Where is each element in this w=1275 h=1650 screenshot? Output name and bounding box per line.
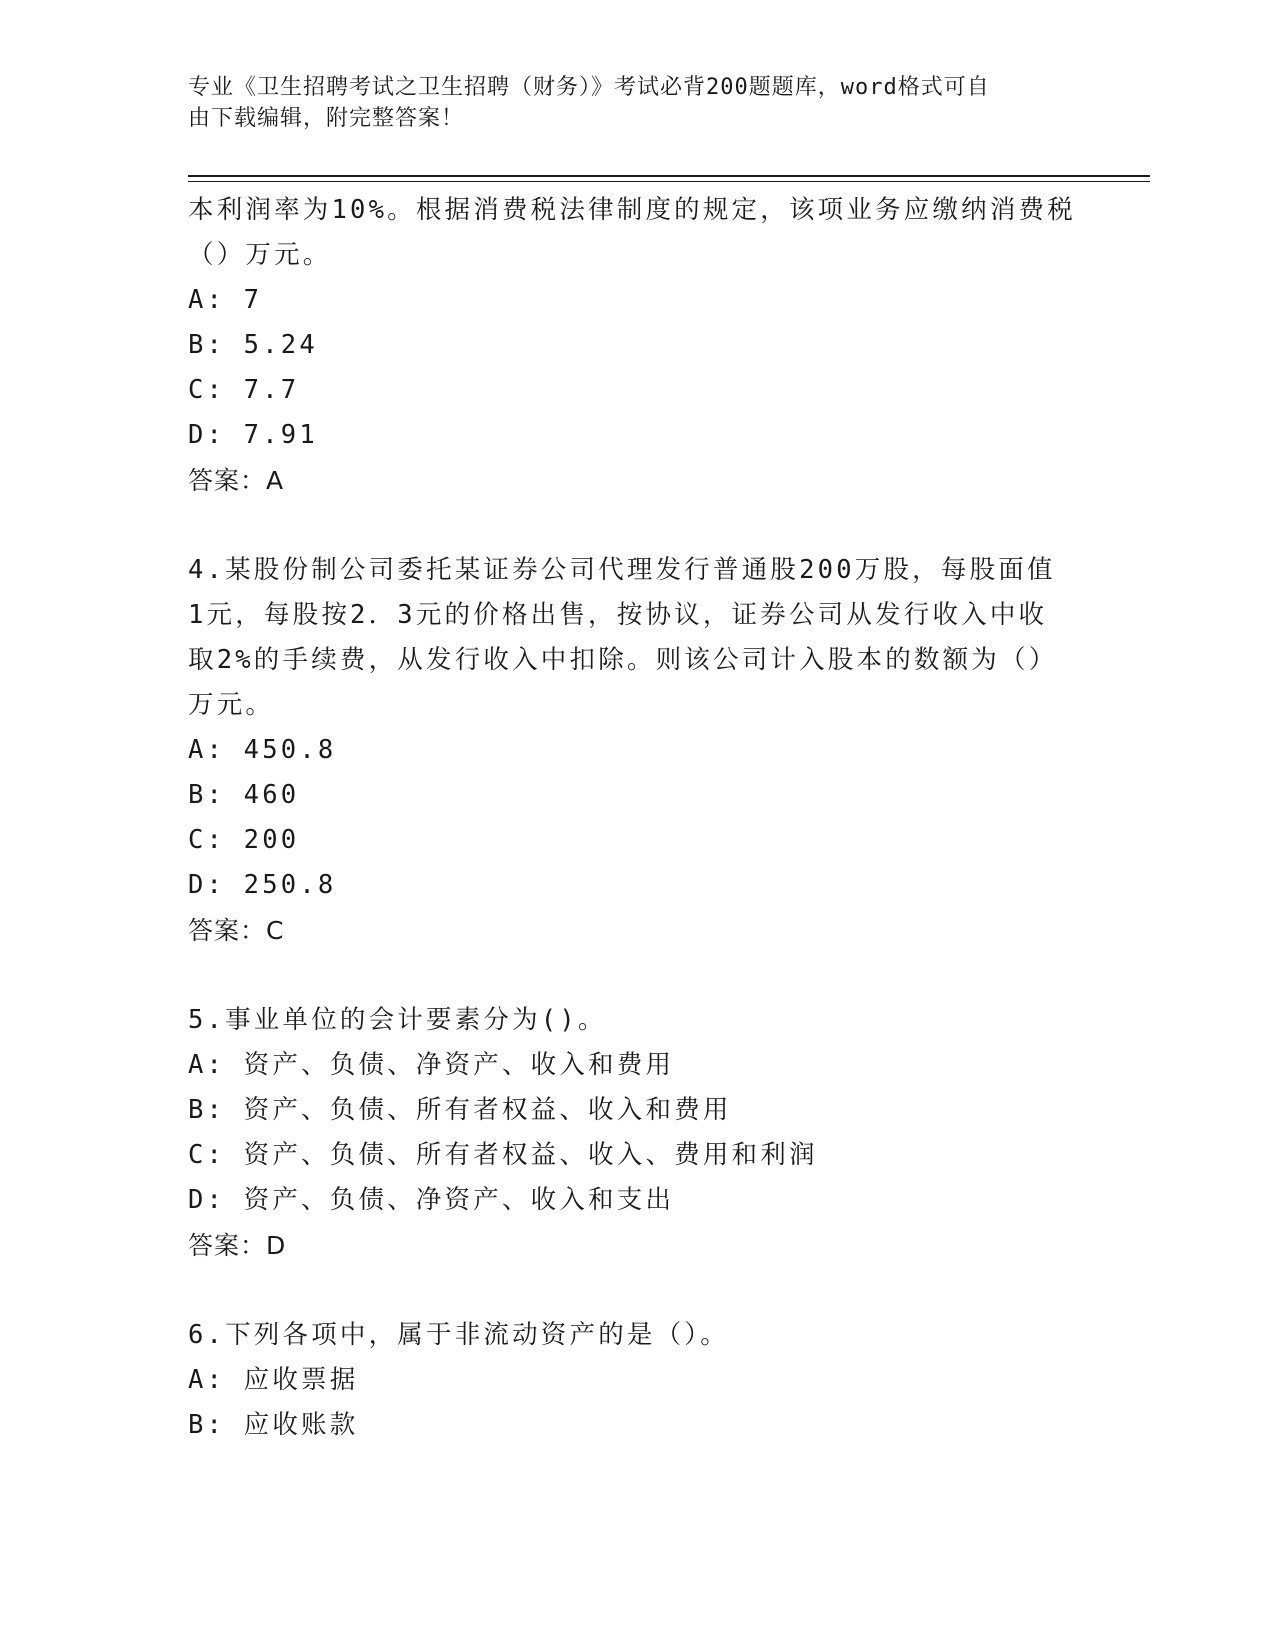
option-b: B: 应收账款	[188, 1410, 359, 1440]
answer-line: 答案：A	[188, 466, 285, 495]
header-title-line-1: 专业《卫生招聘考试之卫生招聘（财务）》考试必背200题题库，word格式可自	[188, 75, 990, 100]
option-c: C: 200	[188, 825, 300, 855]
question-spacer	[188, 953, 1088, 998]
answer-line: 答案：D	[188, 1231, 287, 1260]
document-header	[188, 72, 1068, 134]
option-b: B: 460	[188, 780, 300, 810]
question-stem-line: 6.下列各项中，属于非流动资产的是（）。	[188, 1320, 729, 1350]
question-stem-line: 万元。	[188, 690, 275, 720]
question-stem-line: 取2%的手续费，从发行收入中扣除。则该公司计入股本的数额为（）	[188, 645, 1058, 675]
option-c: C: 7.7	[188, 375, 300, 405]
question-3	[188, 188, 1088, 503]
option-c: C: 资产、负债、所有者权益、收入、费用和利润	[188, 1140, 818, 1170]
question-stem-line: 4.某股份制公司委托某证券公司代理发行普通股200万股，每股面值	[188, 555, 1056, 585]
option-b: B: 资产、负债、所有者权益、收入和费用	[188, 1095, 732, 1125]
question-4	[188, 548, 1088, 953]
option-d: D: 资产、负债、净资产、收入和支出	[188, 1185, 675, 1215]
option-a: A: 7	[188, 285, 263, 315]
option-d: D: 7.91	[188, 420, 318, 450]
option-a: A: 450.8	[188, 735, 337, 765]
option-a: A: 资产、负债、净资产、收入和费用	[188, 1050, 675, 1080]
header-divider-thin	[188, 181, 1150, 182]
question-6	[188, 1313, 1088, 1448]
answer-line: 答案：C	[188, 916, 285, 945]
header-divider-thick	[188, 175, 1150, 177]
header-title-line-2: 由下载编辑，附完整答案！	[188, 106, 465, 131]
question-spacer	[188, 1268, 1088, 1313]
option-d: D: 250.8	[188, 870, 337, 900]
question-stem-line: 本利润率为10%。根据消费税法律制度的规定，该项业务应缴纳消费税	[188, 195, 1076, 225]
question-5	[188, 998, 1088, 1268]
option-b: B: 5.24	[188, 330, 318, 360]
option-a: A: 应收票据	[188, 1365, 359, 1395]
question-spacer	[188, 503, 1088, 548]
question-list	[188, 188, 1088, 1448]
question-stem-line: （）万元。	[188, 240, 332, 270]
question-stem-line: 5.事业单位的会计要素分为()。	[188, 1005, 607, 1035]
question-stem-line: 1元，每股按2．3元的价格出售，按协议，证券公司从发行收入中收	[188, 600, 1048, 630]
